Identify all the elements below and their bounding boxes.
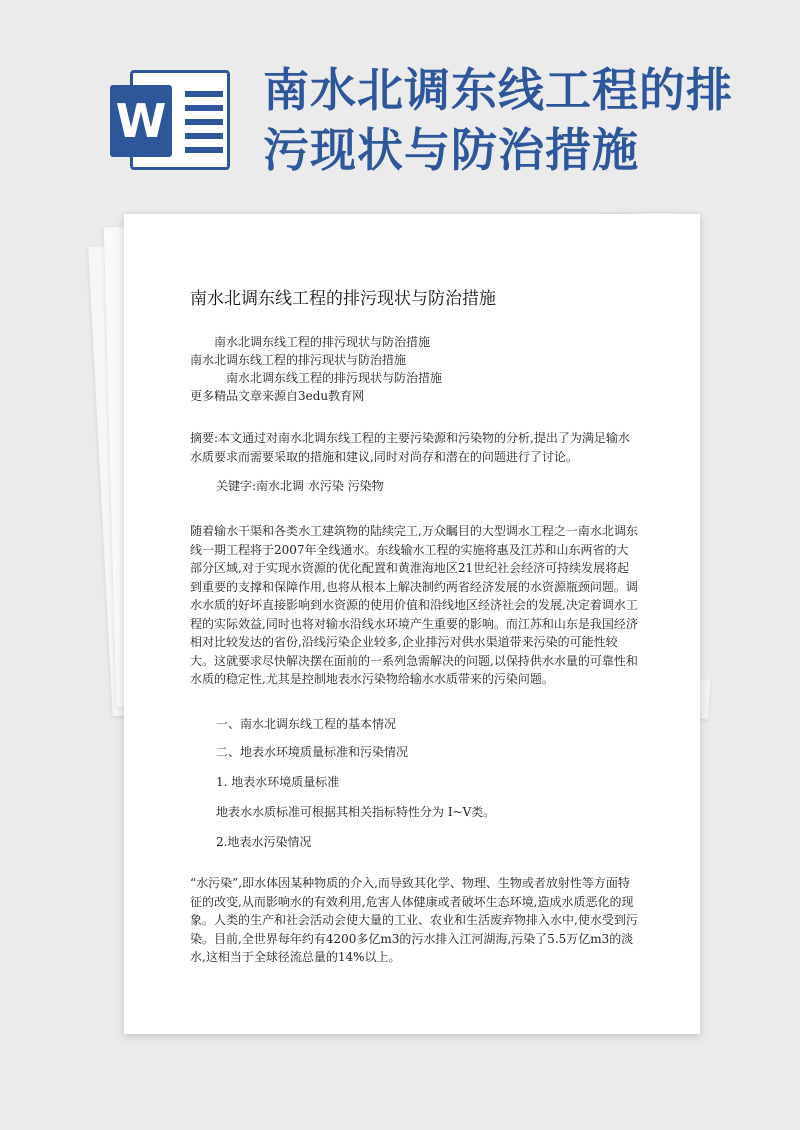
word-line	[185, 105, 223, 111]
section-heading: 二、地表水环境质量标准和污染情况	[216, 745, 409, 759]
word-letter-badge: W	[110, 85, 172, 157]
banner-title-line1: 南水北调东线工程的排	[263, 63, 733, 117]
banner	[0, 0, 800, 200]
subtitle-line: 南水北调东线工程的排污现状与防治措施	[214, 335, 431, 349]
keywords-line: 关键字:南水北调 水污染 污染物	[216, 479, 384, 493]
word-line	[185, 147, 223, 153]
intro-paragraph: 随着输水干渠和各类水工建筑物的陆续完工,万众瞩目的大型调水工程之一南水北调东线一期工程将于2007年全线通水。东线输水工程的实施将惠及江苏和山东两省的大部分区域,对于实现水资源的优化配置和黄淮海地区21世纪社会经济可持续发展将起到重要的支撑和保障作用,也将从根本上解决制约两省经济发展的水资源瓶颈问题。调水水质的好坏直接影响到水资源的使用价值和沿线地区经济社会的发展,决定着调水工程的实际效益,同时也将对输水沿线水环境产生重要的影响。而江苏和山东是我国经济相对比较发达的省份,沿线污染企业较多,企业排污对供水渠道带来污染的可能性较大。这就要求尽快解决摆在面前的一系列急需解决的问题,以保持供水水量的可靠性和水质的稳定性,尤其是控制地表水污染物给输水水质带来的污染问题。	[190, 524, 638, 686]
banner-title-line2: 污现状与防治措施	[263, 123, 639, 177]
section-heading: 一、南水北调东线工程的基本情况	[216, 717, 397, 731]
subsection-heading: 2.地表水污染情况	[216, 835, 312, 849]
document-page	[124, 214, 700, 1034]
banner-title	[263, 60, 763, 180]
word-line	[185, 133, 223, 139]
subsection-text: 地表水水质标准可根据其相关指标特性分为 Ⅰ~Ⅴ类。	[216, 805, 496, 819]
source-line: 更多精品文章来源自3edu教育网	[190, 389, 365, 403]
word-line	[185, 119, 223, 125]
subsection-heading: 1. 地表水环境质量标准	[216, 775, 340, 789]
word-line	[185, 91, 223, 97]
subtitle-line: 南水北调东线工程的排污现状与防治措施	[226, 371, 443, 385]
word-document-icon	[110, 70, 230, 175]
abstract-paragraph: 摘要:本文通过对南水北调东线工程的主要污染源和污染物的分析,提出了为满足输水水质要求而需要采取的措施和建议,同时对尚存和潜在的问题进行了讨论。	[190, 431, 630, 464]
document-title: 南水北调东线工程的排污现状与防治措施	[190, 289, 496, 309]
pollution-paragraph: “水污染”,即水体因某种物质的介入,而导致其化学、物理、生物或者放射性等方面特征的改变,从而影响水的有效利用,危害人体健康或者破坏生态环境,造成水质恶化的现象。人类的生产和社会活动会使大量的工业、农业和生活废弃物排入水中,使水受到污染。目前,全世界每年约有4200多亿m3的污水排入江河湖海,污染了5.5万亿m3的淡水,这相当于全球径流总量的14%以上。	[190, 876, 638, 964]
subtitle-line: 南水北调东线工程的排污现状与防治措施	[190, 353, 407, 367]
